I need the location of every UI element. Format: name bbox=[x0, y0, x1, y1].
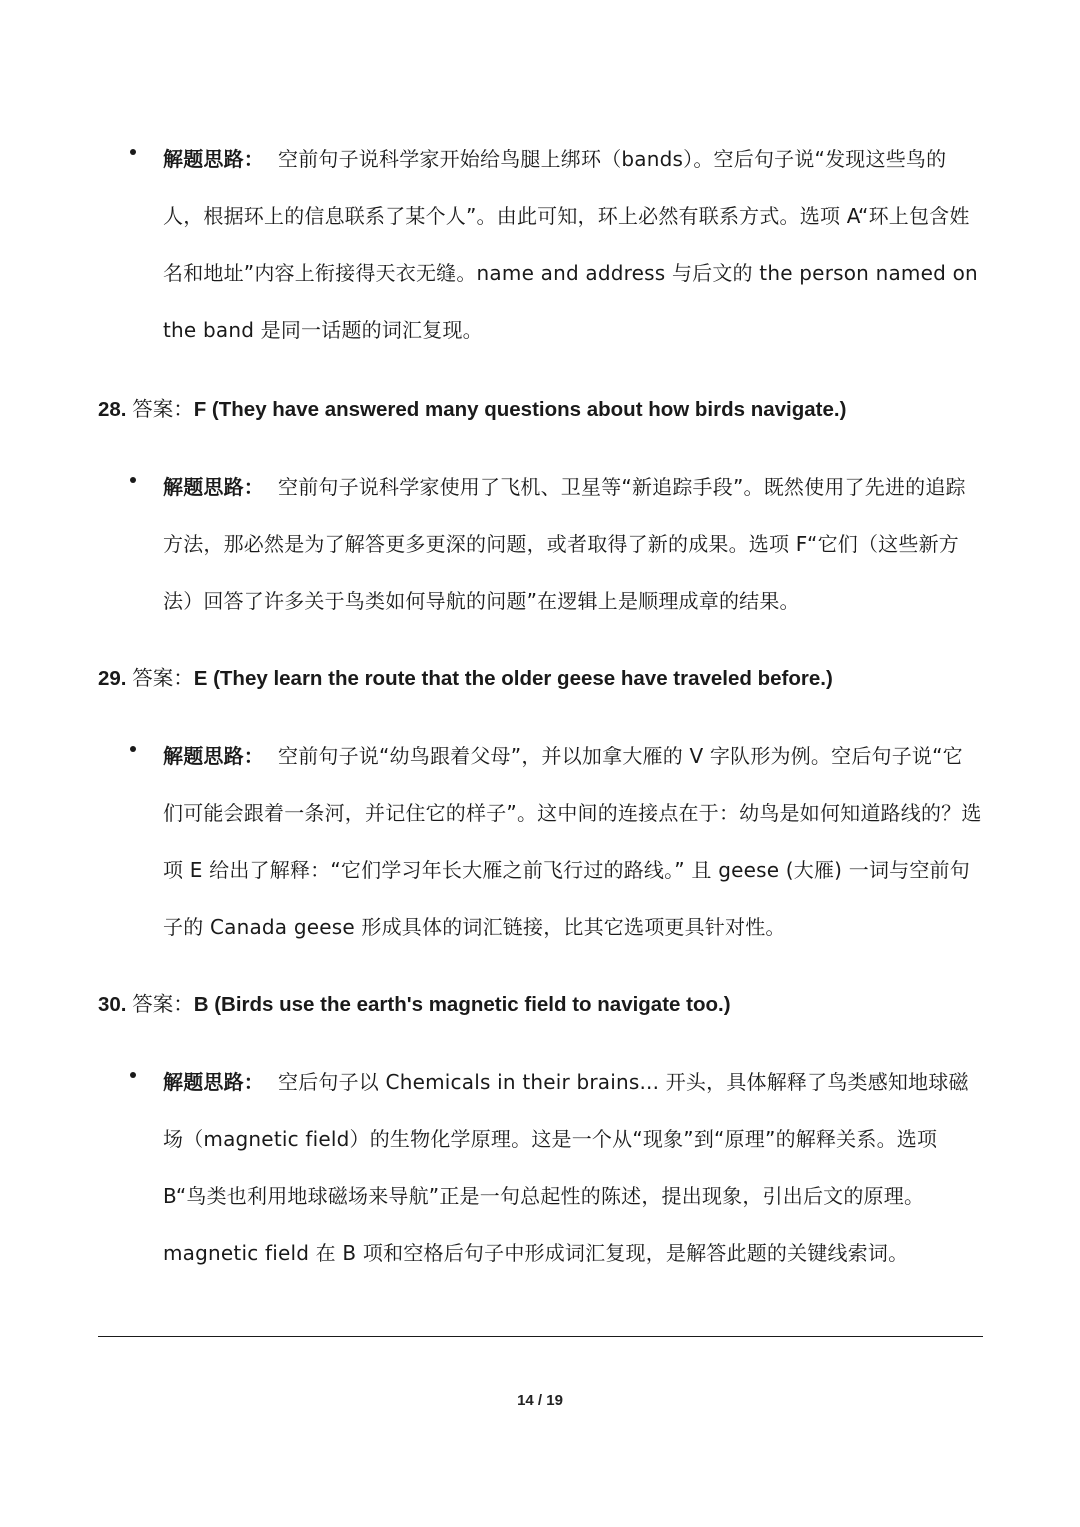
explanation-text: 空前句子说科学家使用了飞机、卫星等“新追踪手段”。既然使用了先进的追踪方法，那必然是为了解答更多更深的问题，或者取得了新的成果。选项 F“它们（这些新方法）回答了许多关于鸟类如何导航的问题”在逻辑上是顺理成章的结果。 bbox=[163, 475, 966, 613]
bullet-icon bbox=[130, 746, 136, 752]
bullet-icon bbox=[130, 149, 136, 155]
explanation-label: 解题思路： bbox=[163, 147, 264, 171]
bullet-icon bbox=[130, 477, 136, 483]
explanation-item bbox=[163, 1054, 983, 1282]
answer-number: 29. bbox=[98, 667, 127, 690]
explanation-item bbox=[163, 131, 983, 359]
page-number: 14 / 19 bbox=[517, 1392, 563, 1409]
explanation-label: 解题思路： bbox=[163, 475, 264, 499]
answer-word: 答案： bbox=[132, 397, 194, 421]
answer-heading bbox=[98, 395, 988, 424]
answer-text: F (They have answered many questions about how birds navigate.) bbox=[193, 398, 847, 421]
bullet-icon bbox=[130, 1072, 136, 1078]
explanation-text: 空前句子说科学家开始给鸟腿上绑环（bands）。空后句子说“发现这些鸟的人，根据环上的信息联系了某个人”。由此可知，环上必然有联系方式。选项 A“环上包含姓名和地址”内容上衔接得天衣无缝。name and address 与后文的 the person named on the band 是同一话题的词汇复现。 bbox=[163, 147, 978, 342]
explanation-text: 空后句子以 Chemicals in their brains... 开头，具体解释了鸟类感知地球磁场（magnetic field）的生物化学原理。这是一个从“现象”到“原理”的解释关系。选项 B“鸟类也利用地球磁场来导航”正是一句总起性的陈述，提出现象，引出后文的原理。magnetic field 在 B 项和空格后句子中形成词汇复现，是解答此题的关键线索词。 bbox=[163, 1070, 969, 1265]
explanation-paragraph bbox=[163, 1054, 983, 1282]
answer-heading bbox=[98, 990, 988, 1019]
explanation-item bbox=[163, 728, 983, 956]
explanation-paragraph bbox=[163, 728, 983, 956]
answer-text: B (Birds use the earth's magnetic field to navigate too.) bbox=[193, 993, 731, 1016]
explanation-text: 空前句子说“幼鸟跟着父母”，并以加拿大雁的 V 字队形为例。空后句子说“它们可能会跟着一条河，并记住它的样子”。这中间的连接点在于：幼鸟是如何知道路线的？选项 E 给出了解释：“它们学习年长大雁之前飞行过的路线。” 且 geese (大雁) 一词与空前句子的 Canada geese 形成具体的词汇链接，比其它选项更具针对性。 bbox=[163, 744, 982, 939]
explanation-item bbox=[163, 459, 983, 630]
answer-word: 答案： bbox=[132, 992, 194, 1016]
answer-number: 28. bbox=[98, 398, 127, 421]
explanation-paragraph bbox=[163, 459, 983, 630]
explanation-label: 解题思路： bbox=[163, 744, 264, 768]
answer-number: 30. bbox=[98, 993, 127, 1016]
explanation-label: 解题思路： bbox=[163, 1070, 264, 1094]
explanation-paragraph bbox=[163, 131, 983, 359]
answer-heading bbox=[98, 664, 988, 693]
answer-word: 答案： bbox=[132, 666, 194, 690]
footer-divider bbox=[98, 1336, 983, 1337]
answer-text: E (They learn the route that the older geese have traveled before.) bbox=[193, 667, 833, 690]
